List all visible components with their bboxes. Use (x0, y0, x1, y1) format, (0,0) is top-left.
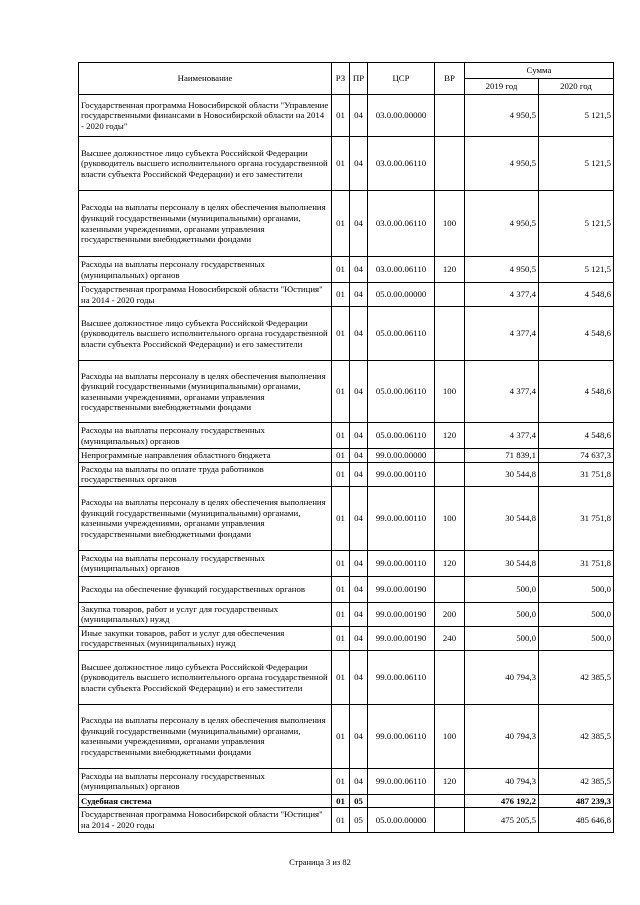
table-row (79, 650, 614, 704)
row-sum-2019: 40 794,3 (465, 704, 539, 768)
row-sum-2019: 500,0 (465, 602, 539, 626)
row-pr: 04 (350, 283, 368, 307)
row-sum-2020: 31 751,8 (539, 550, 614, 576)
row-pr: 04 (350, 462, 368, 486)
table-row (79, 257, 614, 283)
row-pr: 04 (350, 361, 368, 423)
row-csr: 99.0.00.06110 (368, 650, 435, 704)
row-sum-2019: 30 544,8 (465, 486, 539, 550)
row-vr: 100 (435, 704, 465, 768)
header-csr: ЦСР (368, 63, 435, 95)
row-vr: 120 (435, 550, 465, 576)
row-csr: 99.0.00.00110 (368, 486, 435, 550)
row-vr (435, 650, 465, 704)
row-sum-2020: 5 121,5 (539, 137, 614, 191)
table-row (79, 808, 614, 832)
row-csr: 99.0.00.00110 (368, 550, 435, 576)
row-pr: 04 (350, 423, 368, 449)
row-pr: 04 (350, 576, 368, 602)
row-csr: 03.0.00.06110 (368, 257, 435, 283)
row-sum-2020: 42 385,5 (539, 650, 614, 704)
row-rz: 01 (332, 626, 350, 650)
row-vr (435, 462, 465, 486)
row-pr: 04 (350, 602, 368, 626)
table-body (79, 95, 614, 833)
row-rz: 01 (332, 449, 350, 463)
row-sum-2019: 4 377,4 (465, 307, 539, 361)
row-pr: 04 (350, 191, 368, 257)
row-sum-2019: 71 839,1 (465, 449, 539, 463)
table-row (79, 191, 614, 257)
row-vr (435, 307, 465, 361)
table-row (79, 704, 614, 768)
row-sum-2020: 5 121,5 (539, 95, 614, 137)
row-sum-2020: 42 385,5 (539, 704, 614, 768)
row-name: Закупка товаров, работ и услуг для государственных (муниципальных) нужд (79, 602, 332, 626)
row-rz: 01 (332, 257, 350, 283)
row-name: Расходы на обеспечение функций государственных органов (79, 576, 332, 602)
row-pr: 04 (350, 95, 368, 137)
row-sum-2019: 4 950,5 (465, 137, 539, 191)
row-rz: 01 (332, 794, 350, 808)
row-pr: 05 (350, 794, 368, 808)
table-row (79, 361, 614, 423)
row-name: Расходы на выплаты персоналу государственных (муниципальных) органов (79, 550, 332, 576)
row-pr: 04 (350, 768, 368, 794)
table-row (79, 576, 614, 602)
row-name: Высшее должностное лицо субъекта Российской Федерации (руководитель высшего исполнительного органа государственной власти субъекта Российской Федерации) и его заместители (79, 137, 332, 191)
row-pr: 04 (350, 257, 368, 283)
row-vr: 200 (435, 602, 465, 626)
row-vr (435, 137, 465, 191)
row-sum-2020: 31 751,8 (539, 462, 614, 486)
row-sum-2019: 30 544,8 (465, 462, 539, 486)
row-name: Расходы на выплаты персоналу в целях обеспечения выполнения функций государственными (муниципальными) органами, казенными учреждениями, органами управления государственными внебюджетными фондами (79, 704, 332, 768)
row-pr: 04 (350, 449, 368, 463)
row-pr: 04 (350, 550, 368, 576)
table-row (79, 283, 614, 307)
row-name: Расходы на выплаты персоналу в целях обеспечения выполнения функций государственными (муниципальными) органами, казенными учреждениями, органами управления государственными внебюджетными фондами (79, 361, 332, 423)
row-vr (435, 576, 465, 602)
row-pr: 04 (350, 486, 368, 550)
row-vr (435, 808, 465, 832)
header-year-2019: 2019 год (465, 79, 539, 95)
header-vr: ВР (435, 63, 465, 95)
page-number: Страница 3 из 82 (289, 857, 351, 867)
row-name: Расходы на выплаты персоналу государственных (муниципальных) органов (79, 257, 332, 283)
table-row (79, 486, 614, 550)
table-row (79, 423, 614, 449)
row-rz: 01 (332, 423, 350, 449)
row-rz: 01 (332, 602, 350, 626)
row-vr: 240 (435, 626, 465, 650)
row-pr: 04 (350, 626, 368, 650)
row-sum-2019: 30 544,8 (465, 550, 539, 576)
row-name: Государственная программа Новосибирской области "Юстиция" на 2014 - 2020 годы (79, 283, 332, 307)
row-sum-2019: 40 794,3 (465, 768, 539, 794)
table-row (79, 462, 614, 486)
row-rz: 01 (332, 307, 350, 361)
row-pr: 05 (350, 808, 368, 832)
row-pr: 04 (350, 137, 368, 191)
row-rz: 01 (332, 808, 350, 832)
row-vr (435, 794, 465, 808)
row-csr: 03.0.00.06110 (368, 191, 435, 257)
row-sum-2020: 31 751,8 (539, 486, 614, 550)
header-pr: ПР (350, 63, 368, 95)
row-csr: 99.0.00.00190 (368, 576, 435, 602)
row-name: Высшее должностное лицо субъекта Российской Федерации (руководитель высшего исполнительного органа государственной власти субъекта Российской Федерации) и его заместители (79, 650, 332, 704)
row-rz: 01 (332, 704, 350, 768)
row-vr: 120 (435, 768, 465, 794)
row-vr: 100 (435, 486, 465, 550)
table-row (79, 768, 614, 794)
row-csr: 05.0.00.00000 (368, 283, 435, 307)
row-rz: 01 (332, 95, 350, 137)
table-row (79, 550, 614, 576)
row-sum-2020: 500,0 (539, 602, 614, 626)
row-sum-2019: 475 205,5 (465, 808, 539, 832)
row-name: Расходы на выплаты персоналу государственных (муниципальных) органов (79, 768, 332, 794)
row-sum-2020: 500,0 (539, 576, 614, 602)
row-name: Непрограммные направления областного бюджета (79, 449, 332, 463)
row-pr: 04 (350, 650, 368, 704)
row-rz: 01 (332, 137, 350, 191)
row-sum-2020: 500,0 (539, 626, 614, 650)
table-row (79, 794, 614, 808)
row-sum-2019: 4 377,4 (465, 283, 539, 307)
row-vr: 120 (435, 423, 465, 449)
row-csr: 99.0.00.00000 (368, 449, 435, 463)
table-row (79, 95, 614, 137)
row-vr: 100 (435, 361, 465, 423)
row-sum-2019: 4 377,4 (465, 361, 539, 423)
row-name: Государственная программа Новосибирской области "Управление государственными финансами в Новосибирской области на 2014 - 2020 годы" (79, 95, 332, 137)
header-year-2020: 2020 год (539, 79, 614, 95)
row-csr: 03.0.00.06110 (368, 137, 435, 191)
row-csr: 99.0.00.06110 (368, 704, 435, 768)
row-sum-2019: 40 794,3 (465, 650, 539, 704)
row-csr: 99.0.00.06110 (368, 768, 435, 794)
row-rz: 01 (332, 576, 350, 602)
header-name: Наименование (79, 63, 332, 95)
row-rz: 01 (332, 191, 350, 257)
row-name: Судебная система (79, 794, 332, 808)
row-csr: 05.0.00.00000 (368, 808, 435, 832)
row-csr: 05.0.00.06110 (368, 423, 435, 449)
row-sum-2020: 5 121,5 (539, 191, 614, 257)
table-row (79, 307, 614, 361)
row-rz: 01 (332, 650, 350, 704)
row-csr: 05.0.00.06110 (368, 307, 435, 361)
row-vr (435, 95, 465, 137)
table-row (79, 602, 614, 626)
row-sum-2019: 4 950,5 (465, 191, 539, 257)
row-sum-2019: 500,0 (465, 626, 539, 650)
row-sum-2019: 500,0 (465, 576, 539, 602)
row-rz: 01 (332, 486, 350, 550)
row-vr: 120 (435, 257, 465, 283)
row-sum-2020: 4 548,6 (539, 307, 614, 361)
row-rz: 01 (332, 361, 350, 423)
row-csr: 99.0.00.00190 (368, 626, 435, 650)
table-row (79, 137, 614, 191)
budget-table (78, 62, 614, 833)
row-name: Расходы на выплаты персоналу в целях обеспечения выполнения функций государственными (муниципальными) органами, казенными учреждениями, органами управления государственными внебюджетными фондами (79, 191, 332, 257)
row-csr: 03.0.00.00000 (368, 95, 435, 137)
row-vr: 100 (435, 191, 465, 257)
row-sum-2019: 4 377,4 (465, 423, 539, 449)
row-csr: 99.0.00.00190 (368, 602, 435, 626)
row-name: Иные закупки товаров, работ и услуг для обеспечения государственных (муниципальных) нужд (79, 626, 332, 650)
row-sum-2020: 4 548,6 (539, 283, 614, 307)
row-sum-2020: 4 548,6 (539, 361, 614, 423)
row-rz: 01 (332, 550, 350, 576)
table-row (79, 626, 614, 650)
row-name: Государственная программа Новосибирской области "Юстиция" на 2014 - 2020 годы (79, 808, 332, 832)
row-sum-2019: 476 192,2 (465, 794, 539, 808)
row-sum-2020: 4 548,6 (539, 423, 614, 449)
row-rz: 01 (332, 768, 350, 794)
row-vr (435, 283, 465, 307)
row-csr: 05.0.00.06110 (368, 361, 435, 423)
row-sum-2020: 5 121,5 (539, 257, 614, 283)
row-sum-2020: 485 646,8 (539, 808, 614, 832)
row-pr: 04 (350, 307, 368, 361)
row-sum-2020: 487 239,3 (539, 794, 614, 808)
row-sum-2019: 4 950,5 (465, 257, 539, 283)
row-name: Расходы на выплаты персоналу государственных (муниципальных) органов (79, 423, 332, 449)
table-row (79, 449, 614, 463)
header-row-top (79, 63, 614, 79)
row-csr: 99.0.00.00110 (368, 462, 435, 486)
row-name: Расходы на выплаты персоналу в целях обеспечения выполнения функций государственными (муниципальными) органами, казенными учреждениями, органами управления государственными внебюджетными фондами (79, 486, 332, 550)
row-sum-2020: 74 637,3 (539, 449, 614, 463)
row-rz: 01 (332, 283, 350, 307)
header-rz: РЗ (332, 63, 350, 95)
row-sum-2019: 4 950,5 (465, 95, 539, 137)
row-rz: 01 (332, 462, 350, 486)
row-vr (435, 449, 465, 463)
header-sum: Сумма (465, 63, 614, 79)
row-name: Расходы на выплаты по оплате труда работников государственных органов (79, 462, 332, 486)
row-sum-2020: 42 385,5 (539, 768, 614, 794)
row-csr (368, 794, 435, 808)
row-name: Высшее должностное лицо субъекта Российской Федерации (руководитель высшего исполнительного органа государственной власти субъекта Российской Федерации) и его заместители (79, 307, 332, 361)
row-pr: 04 (350, 704, 368, 768)
